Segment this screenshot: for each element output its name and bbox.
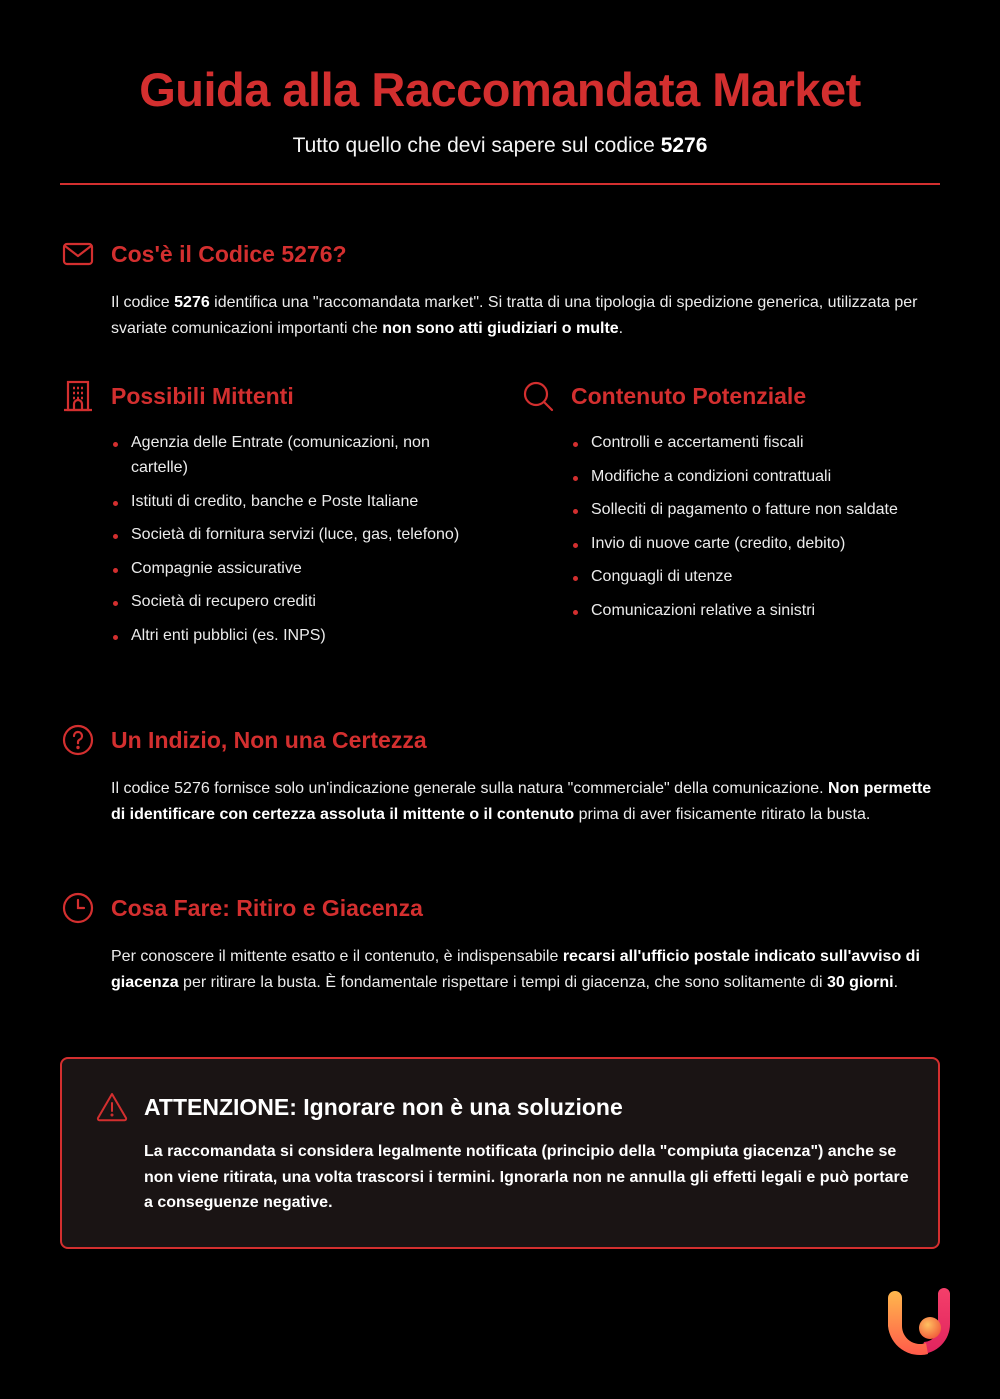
warning-alert xyxy=(60,1057,940,1249)
section-senders xyxy=(60,378,480,656)
warning-triangle-icon xyxy=(94,1089,130,1125)
list-item: Altri enti pubblici (es. INPS) xyxy=(111,623,480,648)
list-item: Conguagli di utenze xyxy=(571,564,940,589)
list-item: Istituti di credito, banche e Poste Italiane xyxy=(111,489,480,514)
alert-body: La raccomandata si considera legalmente notificata (principio della "compiuta giacenza") anche se non viene ritirata, una volta trascorsi i termini. Ignorarla non ne annulla gli effetti legali e può portare a conseguenze negative. xyxy=(144,1143,909,1211)
page-title: Guida alla Raccomandata Market xyxy=(139,63,861,116)
list-item: Solleciti di pagamento o fatture non saldate xyxy=(571,497,940,522)
list-item: Controlli e accertamenti fiscali xyxy=(571,430,940,455)
section-title: Un Indizio, Non una Certezza xyxy=(111,726,427,753)
section-what-is xyxy=(60,236,940,341)
building-icon xyxy=(60,378,96,414)
brand-logo-icon xyxy=(884,1288,958,1360)
senders-list xyxy=(111,430,480,648)
section-what-to-do xyxy=(60,890,940,995)
section-body: Il codice 5276 fornisce solo un'indicazione generale sulla natura "commerciale" della comunicazione. Non permette di identificare con certezza assoluta il mittente o il contenuto prima di aver fisicamente ritirato la busta. xyxy=(111,780,932,823)
content-list xyxy=(571,430,940,623)
list-item: Compagnie assicurative xyxy=(111,556,480,581)
clock-icon xyxy=(60,890,96,926)
section-body: Il codice 5276 identifica una "raccomandata market". Si tratta di una tipologia di spedizione generica, utilizzata per svariate comunicazioni importanti che non sono atti giudiziari o multe. xyxy=(111,294,918,337)
page-header xyxy=(0,0,1000,160)
list-item: Agenzia delle Entrate (comunicazioni, non cartelle) xyxy=(111,430,480,480)
alert-title: ATTENZIONE: Ignorare non è una soluzione xyxy=(144,1093,623,1120)
section-title: Possibili Mittenti xyxy=(111,382,294,409)
question-circle-icon xyxy=(60,722,96,758)
search-icon xyxy=(520,378,556,414)
section-title: Contenuto Potenziale xyxy=(571,382,807,409)
section-title: Cosa Fare: Ritiro e Giacenza xyxy=(111,894,423,921)
list-item: Comunicazioni relative a sinistri xyxy=(571,598,940,623)
page-subtitle xyxy=(0,132,1000,160)
section-body: Per conoscere il mittente esatto e il contenuto, è indispensabile recarsi all'ufficio postale indicato sull'avviso di giacenza per ritirare la busta. È fondamentale rispettare i tempi di giacenza, che sono solitamente di 30 giorni. xyxy=(111,948,920,991)
section-title: Cos'è il Codice 5276? xyxy=(111,240,347,267)
list-item: Società di recupero crediti xyxy=(111,589,480,614)
list-item: Modifiche a condizioni contrattuali xyxy=(571,464,940,489)
subtitle-code: 5276 xyxy=(660,134,708,157)
list-item: Invio di nuove carte (credito, debito) xyxy=(571,531,940,556)
section-hint xyxy=(60,722,940,827)
header-divider xyxy=(60,183,940,185)
list-item: Società di fornitura servizi (luce, gas, telefono) xyxy=(111,522,480,547)
mail-icon xyxy=(60,236,96,272)
subtitle-text: Tutto quello che devi sapere sul codice xyxy=(292,134,661,157)
section-content xyxy=(520,378,940,631)
